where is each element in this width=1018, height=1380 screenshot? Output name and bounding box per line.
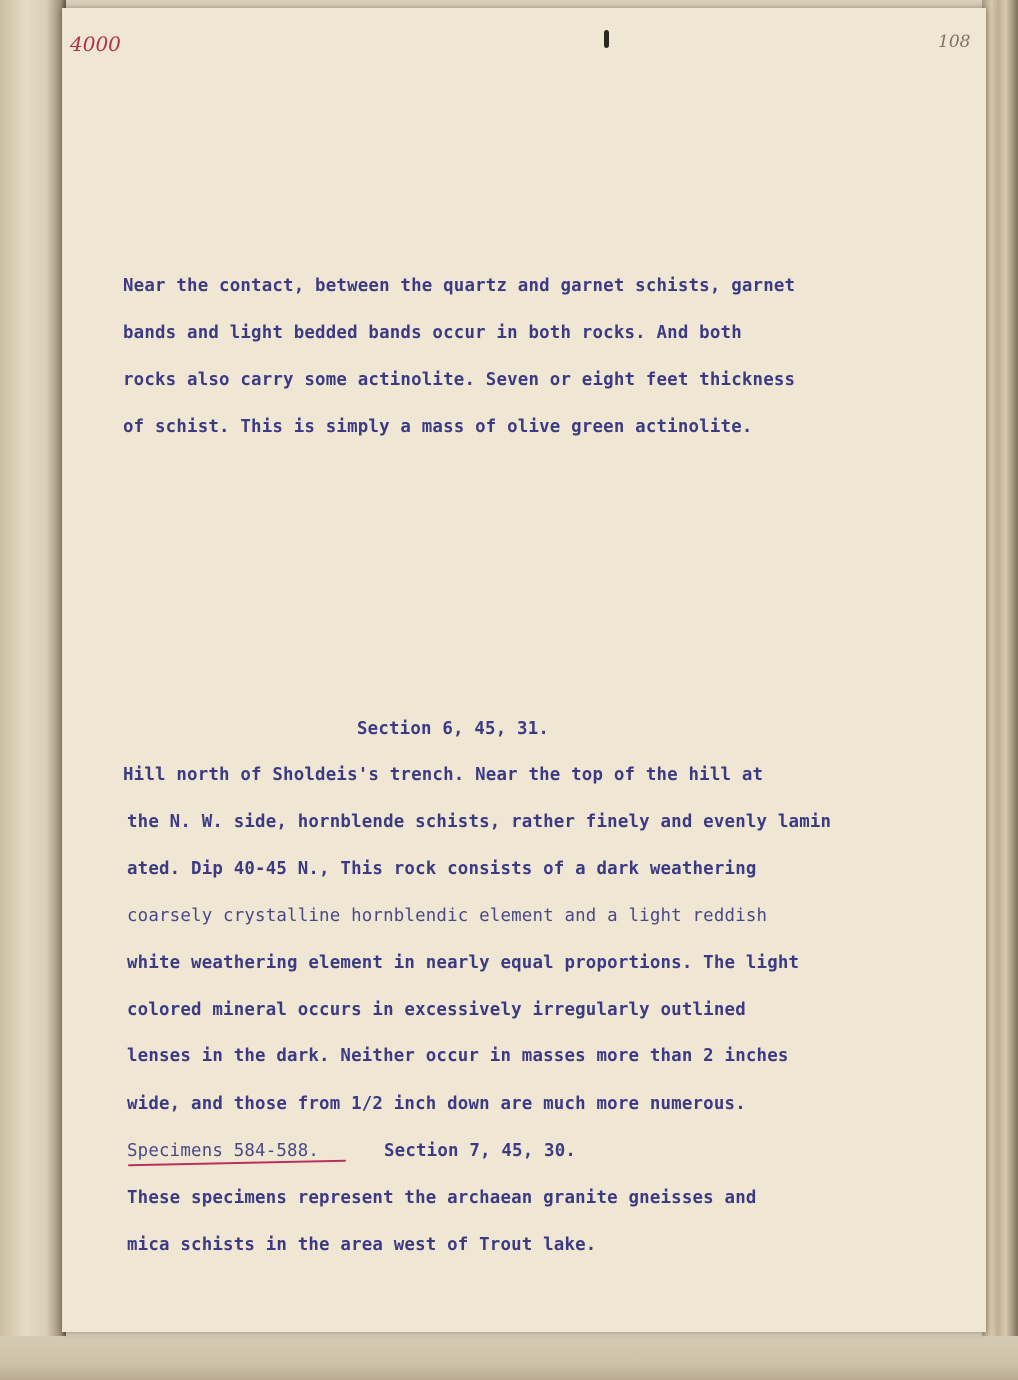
paragraph-2-line-5: white weathering element in nearly equal proportions. The light [127, 953, 800, 973]
paragraph-2-line-2: the N. W. side, hornblende schists, rather finely and evenly lamin [127, 812, 832, 832]
paragraph-2-line-3: ated. Dip 40-45 N., This rock consists of a dark weathering [127, 859, 757, 879]
paragraph-1-line-1: Near the contact, between the quartz and garnet schists, garnet [123, 276, 796, 296]
left-binding-edge [0, 0, 66, 1380]
handwritten-number-top-left: 4000 [70, 32, 121, 56]
handwritten-page-number: 108 [938, 32, 971, 52]
paragraph-1-line-2: bands and light bedded bands occur in both rocks. And both [123, 323, 742, 343]
paragraph-1-line-3: rocks also carry some actinolite. Seven or eight feet thickness [123, 370, 796, 390]
ink-mark [604, 30, 609, 48]
section-heading: Section 6, 45, 31. [357, 719, 550, 739]
specimen-label: Specimens 584-588. [127, 1141, 320, 1161]
paragraph-3-line-1: These specimens represent the archaean granite gneisses and [127, 1188, 757, 1208]
paragraph-2-line-7: lenses in the dark. Neither occur in masses more than 2 inches [127, 1046, 789, 1066]
paragraph-2-line-1: Hill north of Sholdeis's trench. Near the top of the hill at [123, 765, 764, 785]
paragraph-2-line-4: coarsely crystalline hornblendic element and a light reddish [127, 906, 768, 926]
specimen-section: Section 7, 45, 30. [384, 1141, 577, 1161]
right-page-stack-edge [982, 0, 1018, 1380]
paragraph-2-line-8: wide, and those from 1/2 inch down are much more numerous. [127, 1094, 746, 1114]
paragraph-3-line-2: mica schists in the area west of Trout lake. [127, 1235, 597, 1255]
paragraph-1-line-4: of schist. This is simply a mass of olive green actinolite. [123, 417, 753, 437]
notebook-page [62, 8, 986, 1332]
bottom-page-edge [0, 1336, 1018, 1380]
paragraph-2-line-6: colored mineral occurs in excessively irregularly outlined [127, 1000, 746, 1020]
